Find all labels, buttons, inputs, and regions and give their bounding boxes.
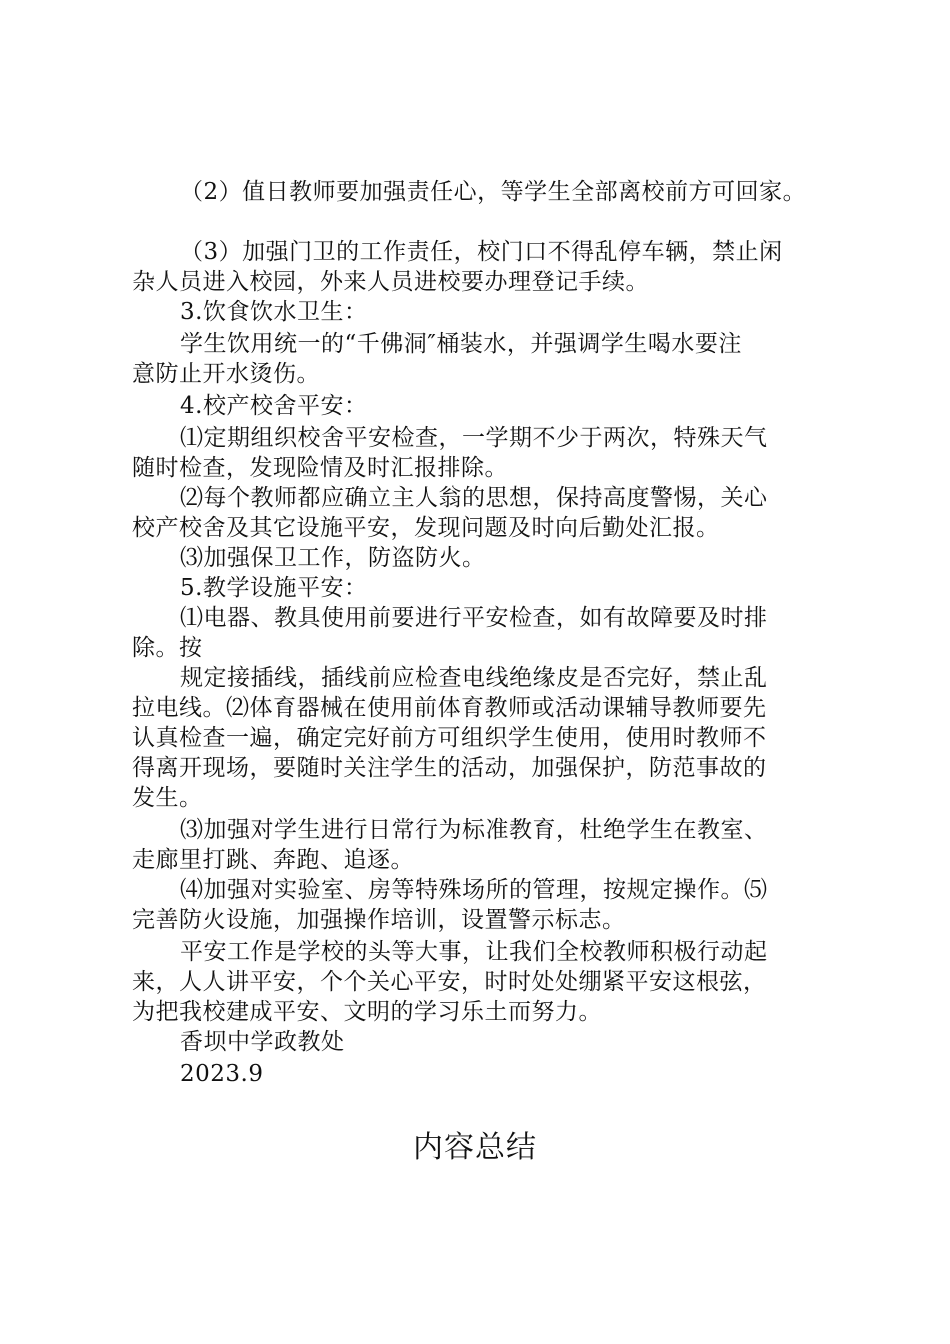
paragraph-line: 认真检查一遍，确定完好前方可组织学生使用，使用时教师不 — [132, 725, 767, 751]
signature-organization: 香坝中学政教处 — [180, 1029, 345, 1055]
signature-date: 2023.9 — [180, 1061, 264, 1087]
paragraph-line: 走廊里打跳、奔跑、追逐。 — [132, 847, 414, 873]
section-heading: 3.饮食饮水卫生： — [180, 299, 368, 325]
paragraph-line: 发生。 — [132, 785, 203, 811]
paragraph-line: 杂人员进入校园，外来人员进校要办理登记手续。 — [132, 269, 649, 295]
paragraph-line: 来，人人讲平安，个个关心平安，时时处处绷紧平安这根弦， — [132, 969, 767, 995]
section-heading: 5.教学设施平安： — [180, 575, 368, 601]
paragraph-line: ⑵每个教师都应确立主人翁的思想，保持高度警惕，关心 — [180, 485, 768, 511]
paragraph-line: 除。按 — [132, 635, 203, 661]
paragraph-line: 完善防火设施，加强操作培训，设置警示标志。 — [132, 907, 626, 933]
summary-title: 内容总结 — [413, 1130, 537, 1165]
paragraph-line: 得离开现场，要随时关注学生的活动，加强保护，防范事故的 — [132, 755, 767, 781]
paragraph-line: ⑴电器、教具使用前要进行平安检查，如有故障要及时排 — [180, 605, 768, 631]
paragraph-line: （3）加强门卫的工作责任，校门口不得乱停车辆，禁止闲 — [180, 239, 783, 265]
paragraph-line: 为把我校建成平安、文明的学习乐土而努力。 — [132, 999, 602, 1025]
paragraph-line: 随时检查，发现险情及时汇报排除。 — [132, 455, 508, 481]
paragraph-line: 规定接插线，插线前应检查电线绝缘皮是否完好，禁止乱 — [180, 665, 768, 691]
paragraph-line: 学生饮用统一的“千佛洞″桶装水，并强调学生喝水要注 — [180, 331, 742, 357]
paragraph-line: ⑶加强对学生进行日常行为标准教育，杜绝学生在教室、 — [180, 817, 768, 843]
paragraph-line: 拉电线。⑵体育器械在使用前体育教师或活动课辅导教师要先 — [132, 695, 767, 721]
paragraph-line: 校产校舍及其它设施平安，发现问题及时向后勤处汇报。 — [132, 515, 720, 541]
section-heading: 4.校产校舍平安： — [180, 393, 368, 419]
paragraph-line: ⑶加强保卫工作，防盗防火。 — [180, 545, 486, 571]
paragraph-line: ⑴定期组织校舍平安检查，一学期不少于两次，特殊天气 — [180, 425, 768, 451]
paragraph-line: 意防止开水烫伤。 — [132, 361, 320, 387]
paragraph-line: ⑷加强对实验室、房等特殊场所的管理，按规定操作。⑸ — [180, 877, 768, 903]
paragraph-line: 平安工作是学校的头等大事，让我们全校教师积极行动起 — [180, 939, 768, 965]
paragraph-line: （2）值日教师要加强责任心，等学生全部离校前方可回家。 — [180, 179, 807, 205]
